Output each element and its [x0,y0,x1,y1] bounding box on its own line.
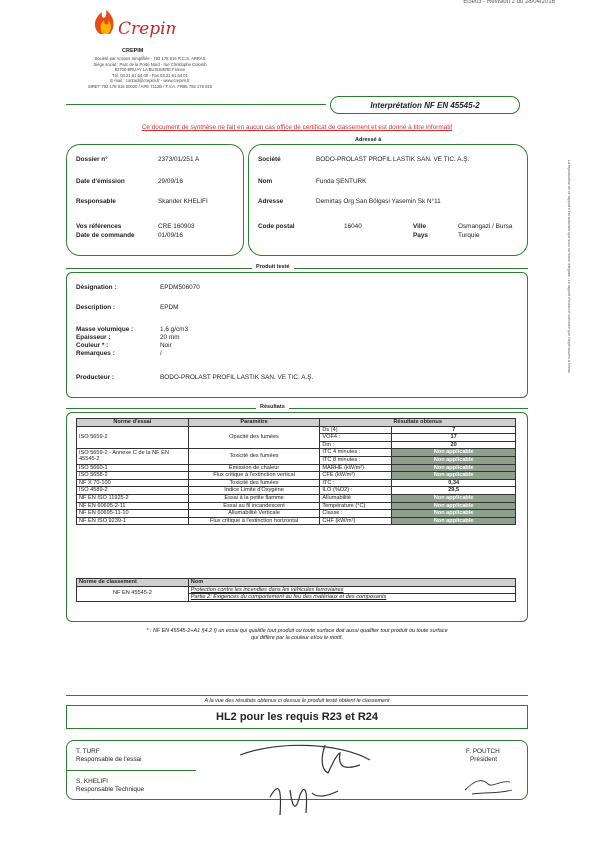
societe-value: BODO-PROLAST PROFIL LASTIK SAN. VE TIC. A.Ş. [316,156,470,163]
param-cell: Flux critique à l'extinction vertical [188,472,320,480]
footnote-line-2: qui diffère par la couleur et/ou le motif. [251,635,343,641]
product-separator [66,268,528,269]
table-row [77,464,516,472]
side-legal-text: La reproduction de ce rapport n'est autorisée que sous sa forme intégrale - Le rapport d'essai ne concerne que l'objet soumis à l'essai [567,160,571,373]
value-cell: Non applicable [392,472,516,480]
company-info-line: Tél. 03.21.61.64.00 - Fax 03.21.61.64.01 [112,72,188,78]
classification-name-2: Partie 2: Exigences du comportement au feu des matériaux et des composants [188,594,515,602]
param-cell: Allumabilité Verticale [188,510,320,518]
param-cell: Emission de chaleur [188,464,320,472]
producer-label: Producteur : [76,374,114,381]
product-section-label: Produit testé [252,264,294,270]
postal-code-value: 16040 [344,223,362,230]
table-row [77,426,516,434]
signatory-3-role: Président [470,756,497,763]
value-cell: Non applicable [392,494,516,502]
header-norme: Norme d'essai [77,419,189,427]
signatory-2 [76,778,144,794]
value-cell: Non applicable [392,502,516,510]
header-norme-classement: Norme de classement [77,579,189,587]
disclaimer: Ce document de synthèse ne fait en aucun cas office de certificat de classement et est donné à titre informatif [141,124,453,131]
table-row [77,479,516,487]
conclusion-separator [66,695,528,696]
nom-label: Nom [258,178,273,185]
ville-value: Osmangazi / Bursa [458,223,513,230]
unit-cell: Classe : [320,510,392,518]
header-nom: Nom [188,579,515,587]
company-info-line: Société par Actions Simplifiée - 792 178 816 R.C.S. ARRAS [94,56,206,61]
table-row [77,586,516,594]
references-value: CRE 160903 [158,223,195,230]
flame-icon [86,4,176,44]
nom-value: Funda ŞENTURK [316,178,367,185]
pays-label: Pays [413,232,428,239]
unit-cell: ITC : [320,479,392,487]
classification-result: HL2 pour les requis R23 et R24 [66,705,528,729]
crepim-logo [86,4,176,44]
header-rule [66,104,326,105]
norm-cell: ISO 5660-1 [77,464,189,472]
results-table [76,418,516,525]
president-signature [460,770,520,798]
param-cell: Indice Limite d'Oxygène [188,487,320,495]
value-cell: Non applicable [392,449,516,457]
norm-cell: ISO 5659-2 - Annexe C de la NF EN 45545-2 [77,449,189,464]
remarks-value: / [160,350,162,357]
signatory-2-name: S. KHELIFI [76,778,108,785]
signature-divider [66,770,196,771]
norm-cell: NF EN 60695-11-10 [77,510,189,518]
value-cell: Non applicable [392,456,516,464]
signatory-3 [466,748,500,764]
unit-cell: ITC 8 minutes : [320,456,392,464]
norm-cell: NF X 70-100 [77,479,189,487]
designation-label: Désignation : [76,284,117,291]
product-fields [76,284,516,394]
param-cell: Opacité des fumées [188,426,320,449]
value-cell: 29,5 [392,487,516,495]
description-label: Description : [76,304,116,311]
emission-date-value: 29/09/16 [158,178,183,185]
table-row [77,502,516,510]
company-info-line: E-mail : contact@crepim.fr - www.crepim.fr [110,78,190,84]
conclusion-intro: A la vue des résultats obtenus ci dessus le produit testé obtient le classement [204,698,390,704]
addressee-fields [258,156,523,256]
unit-cell: CFE (kW/m²) [320,472,392,480]
pays-value: Turquie [458,232,480,239]
table-row [77,517,516,525]
value-cell: Non applicable [392,510,516,518]
order-date-label: Date de commande [76,232,135,239]
table-row [77,449,516,457]
results-separator [66,408,528,409]
remarks-label: Remarques : [76,350,115,357]
param-cell: Toxicité des fumées [188,449,320,464]
value-cell: 20 [392,441,516,449]
norm-cell: NF EN ISO 9239-1 [77,517,189,525]
param-cell: Toxicité des fumées [188,479,320,487]
references-label: Vos références [76,223,122,230]
density-value: 1,6 g/cm3 [160,326,189,333]
dossier-label: Dossier n° [76,156,108,163]
value-cell: Non applicable [392,517,516,525]
thickness-value: 20 mm [160,334,180,341]
classification-table [76,578,516,602]
company-name: CREPIM [122,48,144,54]
societe-label: Société [258,156,281,163]
table-row [77,487,516,495]
signatory-3-name: F. POUTCH [466,748,500,755]
classification-name-1: Protection contre les incendies dans les véhicules ferroviaires [188,586,515,594]
unit-cell: MARHE (kW/m²) [320,464,392,472]
signatory-1 [76,748,142,764]
responsable-label: Responsable [76,198,116,205]
results-section-label: Résultats [256,404,289,410]
document-revision: Ecle03 - Révision 2 du 28/04/2016 [463,0,555,5]
table-row [77,510,516,518]
unit-cell: Dm : [320,441,392,449]
signatory-2-role: Responsable Technique [76,786,145,793]
postal-code-label: Code postal [258,223,295,230]
header-resultats: Résultats obtenus [320,419,516,427]
dossier-value: 2373/01/251 A [158,156,200,163]
signatory-1-role: Responsable de l'essai [76,756,142,763]
addressed-to-label: Adressé à [355,137,382,143]
description-value: EPDM [160,304,179,311]
norm-cell: ISO 5658-2 [77,472,189,480]
param-cell: Essai au fil incandescent [188,502,320,510]
footnote-line-1: * : NF EN 45545-2+A1 §4.2 f) un essai qui qualifie tout produit ou toute surface doit aussi qualifier tout produit ou toute surface [146,628,448,634]
company-info-line: SIRET 792 178 816 00020 / APE 7112B / T.V.A. FR85 792 178 816 [87,83,213,89]
adresse-label: Adresse [258,198,284,205]
value-cell: 17 [392,434,516,442]
unit-cell: CHF (kW/m²) [320,517,392,525]
density-label: Masse volumique : [76,326,134,333]
value-cell: 0,34 [392,479,516,487]
unit-cell: ITC 4 minutes : [320,449,392,457]
table-row [77,494,516,502]
company-info-line: 62700 BRUAY LA BUISSIERE France [114,67,186,73]
unit-cell: Ds (4) [320,426,392,434]
value-cell: 7 [392,426,516,434]
producer-value: BODO-PROLAST PROFIL LASTIK SAN. VE TIC. A.Ş. [160,374,314,381]
classification-norm: NF EN 45545-2 [77,586,189,601]
ville-label: Ville [413,223,427,230]
unit-cell: Température (°C) [320,502,392,510]
norm-cell: NF EN ISO 11925-2 [77,494,189,502]
emission-date-label: Date d'émission [76,178,125,185]
handwritten-signature [220,735,390,825]
color-value: Noir [160,342,172,349]
unit-cell: Allumabilité [320,494,392,502]
norm-cell: ISO 4589-2 [77,487,189,495]
signatory-1-name: T. TURF [76,748,100,755]
company-info-line: Siège social : Parc de la Porte Nord - rue Christophe Colomb [93,61,207,67]
footnote [66,628,528,642]
norm-cell: NF EN 60695-2-11 [77,502,189,510]
order-date-value: 01/09/16 [158,232,183,239]
color-label: Couleur * : [76,342,109,349]
thickness-label: Epaisseur : [76,334,111,341]
responsable-value: Skander KHELIFI [158,198,208,205]
svg-text:Crepim: Crepim [118,19,176,39]
unit-cell: VOF4 : [320,434,392,442]
value-cell: Non applicable [392,464,516,472]
param-cell: Essai à la petite flamme [188,494,320,502]
header-parametre: Paramètre [188,419,320,427]
param-cell: Flux critique à l'extinction horizontal [188,517,320,525]
company-info [70,56,230,90]
interpretation-title: Interprétation NF EN 45545-2 [330,96,520,114]
table-row [77,472,516,480]
designation-value: EPDM506070 [160,284,200,291]
unit-cell: ILO (%O2) : [320,487,392,495]
norm-cell: ISO 5659-2 [77,426,189,449]
adresse-value: Demirtaş Org San Bölgesi Yasemin Sk N°11 [316,198,441,205]
